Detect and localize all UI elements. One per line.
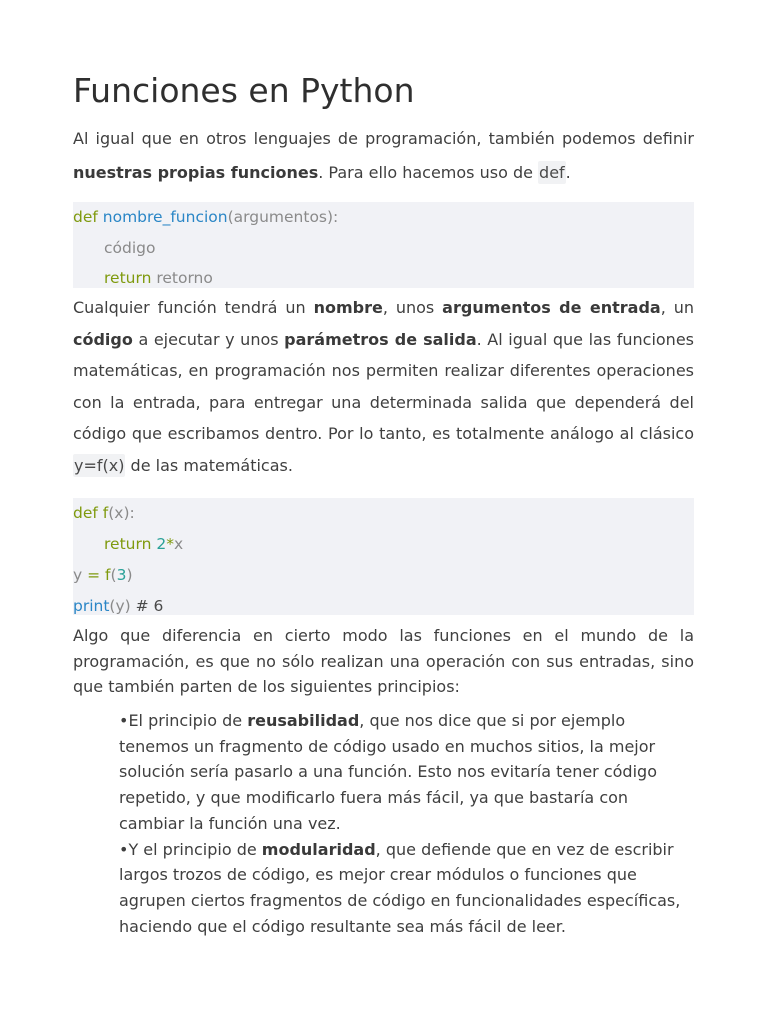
code-keyword: def <box>73 504 98 522</box>
code-builtin: print <box>73 597 110 615</box>
bullet-marker: • <box>119 711 129 730</box>
para-bold: argumentos de entrada <box>442 298 661 317</box>
para-bold: código <box>73 329 133 349</box>
principles-list <box>119 708 694 939</box>
functions-paragraph <box>73 292 694 481</box>
code-text: (argumentos): <box>227 208 339 226</box>
code-operator: = <box>87 566 101 584</box>
code-operator: * <box>166 535 174 553</box>
code-keyword: def <box>73 208 98 226</box>
intro-bold: nuestras propias funciones <box>73 163 319 182</box>
code-line <box>73 529 694 560</box>
list-item <box>119 837 694 940</box>
intro-text: . Para ello hacemos uso de <box>318 163 539 182</box>
intro-paragraph <box>73 122 694 190</box>
list-bold: reusabilidad <box>247 711 360 730</box>
code-function-name: nombre_funcion <box>102 208 228 226</box>
code-keyword: return <box>104 535 152 553</box>
inline-code-def: def <box>539 163 565 182</box>
principles-paragraph: Algo que diferencia en cierto modo las funciones en el mundo de la programación, es que no sólo realizan una operación con sus entradas, sino que también parten de los siguientes principios: <box>73 626 694 697</box>
code-text: (y) <box>109 597 131 615</box>
list-text: El principio de <box>128 711 248 730</box>
code-text: x <box>173 535 184 553</box>
code-text: (x): <box>108 504 135 522</box>
bullet-marker: • <box>119 839 129 859</box>
page-title: Funciones en Python <box>73 71 415 110</box>
intro-text: Al igual que en otros lenguajes de programación, también podemos definir <box>73 129 694 148</box>
code-function-name: f <box>105 566 111 584</box>
para-text: . Al igual que las funciones matemáticas, en programación nos permiten realizar diferentes operaciones con la entrada, para entregar una determinada salida que dependerá del código que escribamos dentro. Por lo tanto, es totalmente análogo al clásico <box>73 329 694 443</box>
code-keyword: return <box>104 269 152 287</box>
intro-text: . <box>565 163 571 182</box>
list-text: Y el principio de <box>128 839 262 859</box>
inline-code-yfx: y=f(x) <box>74 455 125 475</box>
code-line <box>73 560 694 591</box>
code-block-example <box>73 498 694 615</box>
list-bold: modularidad <box>261 839 376 859</box>
list-text: , que defiende que en vez de escribir largos trozos de código, es mejor crear módulos o funciones que agrupen ciertos fragmentos de código en funcionalidades específicas, haciendo que el código resultante sea más fácil de leer. <box>119 839 681 936</box>
code-number: 2 <box>156 535 167 553</box>
para-bold: parámetros de salida <box>284 329 477 349</box>
para-text: Cualquier función tendrá un <box>73 298 314 317</box>
para-text: a ejecutar y unos <box>132 329 285 349</box>
code-line <box>73 591 694 622</box>
code-number: 3 <box>116 566 127 584</box>
code-comment: # 6 <box>130 597 164 615</box>
para-bold: nombre <box>313 298 383 317</box>
list-item <box>119 708 694 837</box>
para-text: , unos <box>382 298 443 317</box>
code-function-name: f <box>102 504 109 522</box>
code-text: retorno <box>151 269 213 287</box>
code-text: ) <box>126 566 133 584</box>
code-line <box>73 233 694 264</box>
para-text: de las matemáticas. <box>125 455 293 475</box>
code-line <box>73 498 694 529</box>
code-text: ( <box>110 566 117 584</box>
code-text: y <box>73 566 88 584</box>
code-text: código <box>104 238 156 257</box>
code-line <box>73 202 694 233</box>
code-block-definition <box>73 202 694 288</box>
para-text: , un <box>660 298 695 317</box>
code-line <box>73 263 694 294</box>
list-text: , que nos dice que si por ejemplo tenemos un fragmento de código usado en muchos sitios, la mejor solución sería pasarlo a una función. Esto nos evitaría tener código repetido, y que modificarlo fuera más fácil, ya que bastaría con cambiar la función una vez. <box>119 711 657 833</box>
